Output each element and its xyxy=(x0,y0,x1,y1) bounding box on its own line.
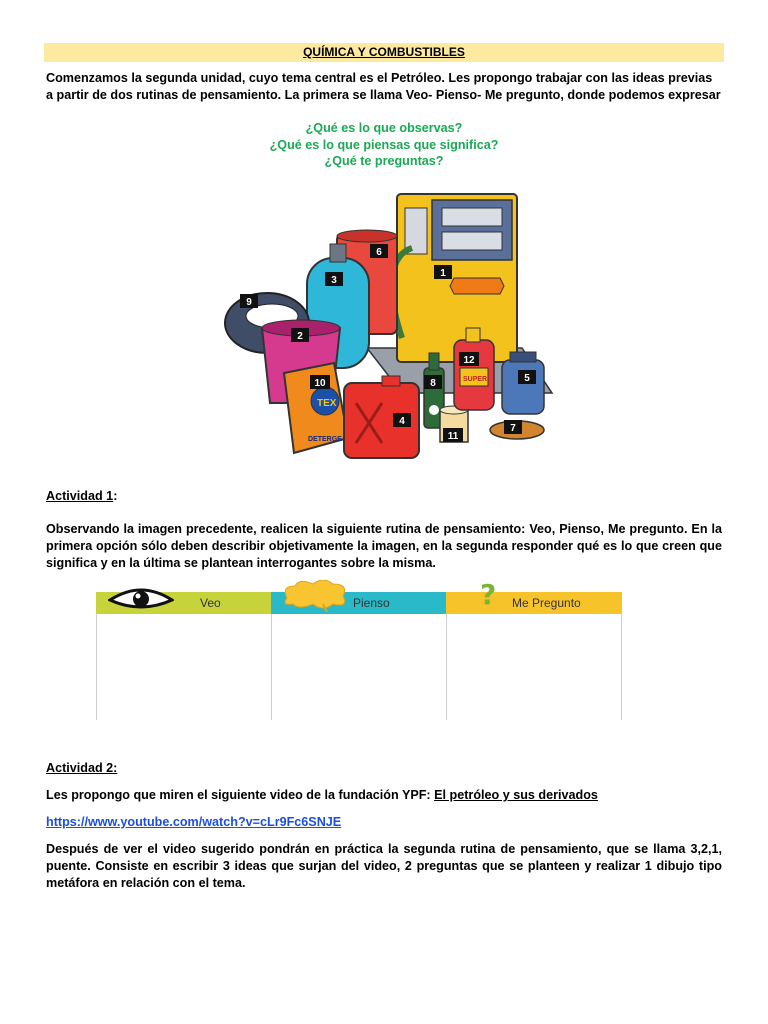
fuel-products-illustration xyxy=(222,188,558,464)
deterge-label: DETERGE xyxy=(308,436,342,443)
badge-7 xyxy=(504,420,522,434)
svg-text:3: 3 xyxy=(331,275,337,286)
badge-2 xyxy=(291,328,309,342)
activity1-text: Observando la imagen precedente, realicen la siguiente rutina de pensamiento: Veo, Pienso, Me pregunto. En la primera opción sólo deben describir objetivamente la imagen, en la segunda responder qué es lo que creen que significa y en la última se plantean interrogantes sobre la misma. xyxy=(46,522,722,570)
question-think: ¿Qué es lo que piensas que significa? xyxy=(269,137,499,152)
svg-text:1: 1 xyxy=(440,268,446,279)
video-url-line xyxy=(46,814,722,831)
svg-text:2: 2 xyxy=(297,331,303,342)
badge-12 xyxy=(459,352,479,366)
badge-11 xyxy=(443,428,463,442)
eye-icon xyxy=(108,586,174,614)
svg-text:7: 7 xyxy=(510,423,516,434)
question-wonder: ¿Qué te preguntas? xyxy=(324,154,444,168)
page-title: QUÍMICA Y COMBUSTIBLES xyxy=(303,45,465,59)
svg-text:11: 11 xyxy=(447,431,459,442)
activity1-heading: Actividad 1: xyxy=(46,489,118,503)
badge-1 xyxy=(434,265,452,279)
badge-3 xyxy=(325,272,343,286)
me-pregunto-label: Me Pregunto xyxy=(512,596,581,610)
badge-5 xyxy=(518,370,536,384)
super-label: SUPER xyxy=(463,376,488,383)
activity2-text: Después de ver el video sugerido pondrán en práctica la segunda rutina de pensamiento, que se llama 3,2,1, puente. Consiste en escribir 3 ideas que surjan del video, 2 preguntas que se planteen y realizar 1 dibujo tipo metáfora en relación con el tema. xyxy=(46,842,722,890)
svg-text:6: 6 xyxy=(376,247,382,258)
video-url-link[interactable]: https://www.youtube.com/watch?v=cLr9Fc6SNJE xyxy=(46,815,342,829)
veo-label: Veo xyxy=(200,596,221,610)
intro-paragraph: Comenzamos la segunda unidad, cuyo tema central es el Petróleo. Les propongo trabajar con las ideas previas a partir de dos rutinas de pensamiento. La primera se llama Veo- Pienso- Me pregunto, donde podemos expresar xyxy=(46,71,721,102)
title-bar xyxy=(44,43,724,62)
badge-6 xyxy=(370,244,388,258)
svg-text:4: 4 xyxy=(399,416,405,427)
svg-text:5: 5 xyxy=(524,373,530,384)
veo-header xyxy=(96,592,271,614)
svg-text:8: 8 xyxy=(430,378,436,389)
pienso-header xyxy=(271,592,446,614)
svg-text:12: 12 xyxy=(463,355,475,366)
svg-text:9: 9 xyxy=(246,297,252,308)
question-mark-icon: ? xyxy=(480,578,497,611)
thought-cloud-icon xyxy=(279,580,351,612)
see-think-wonder-table xyxy=(96,578,622,720)
blue-jar xyxy=(502,360,544,414)
svg-text:10: 10 xyxy=(314,378,326,389)
video-title-link[interactable]: El petróleo y sus derivados xyxy=(434,788,598,802)
badge-10 xyxy=(310,375,330,389)
pienso-label: Pienso xyxy=(353,596,390,610)
question-observe: ¿Qué es lo que observas? xyxy=(305,121,463,135)
badge-4 xyxy=(393,413,411,427)
badge-9 xyxy=(240,294,258,308)
activity2-heading: Actividad 2: xyxy=(46,761,118,775)
activity2-intro: Les propongo que miren el siguiente video de la fundación YPF: El petróleo y sus derivados xyxy=(46,788,598,802)
tex-label: TEX xyxy=(317,398,337,409)
me-pregunto-header xyxy=(446,578,622,614)
badge-8 xyxy=(424,375,442,389)
question-list xyxy=(0,120,768,170)
